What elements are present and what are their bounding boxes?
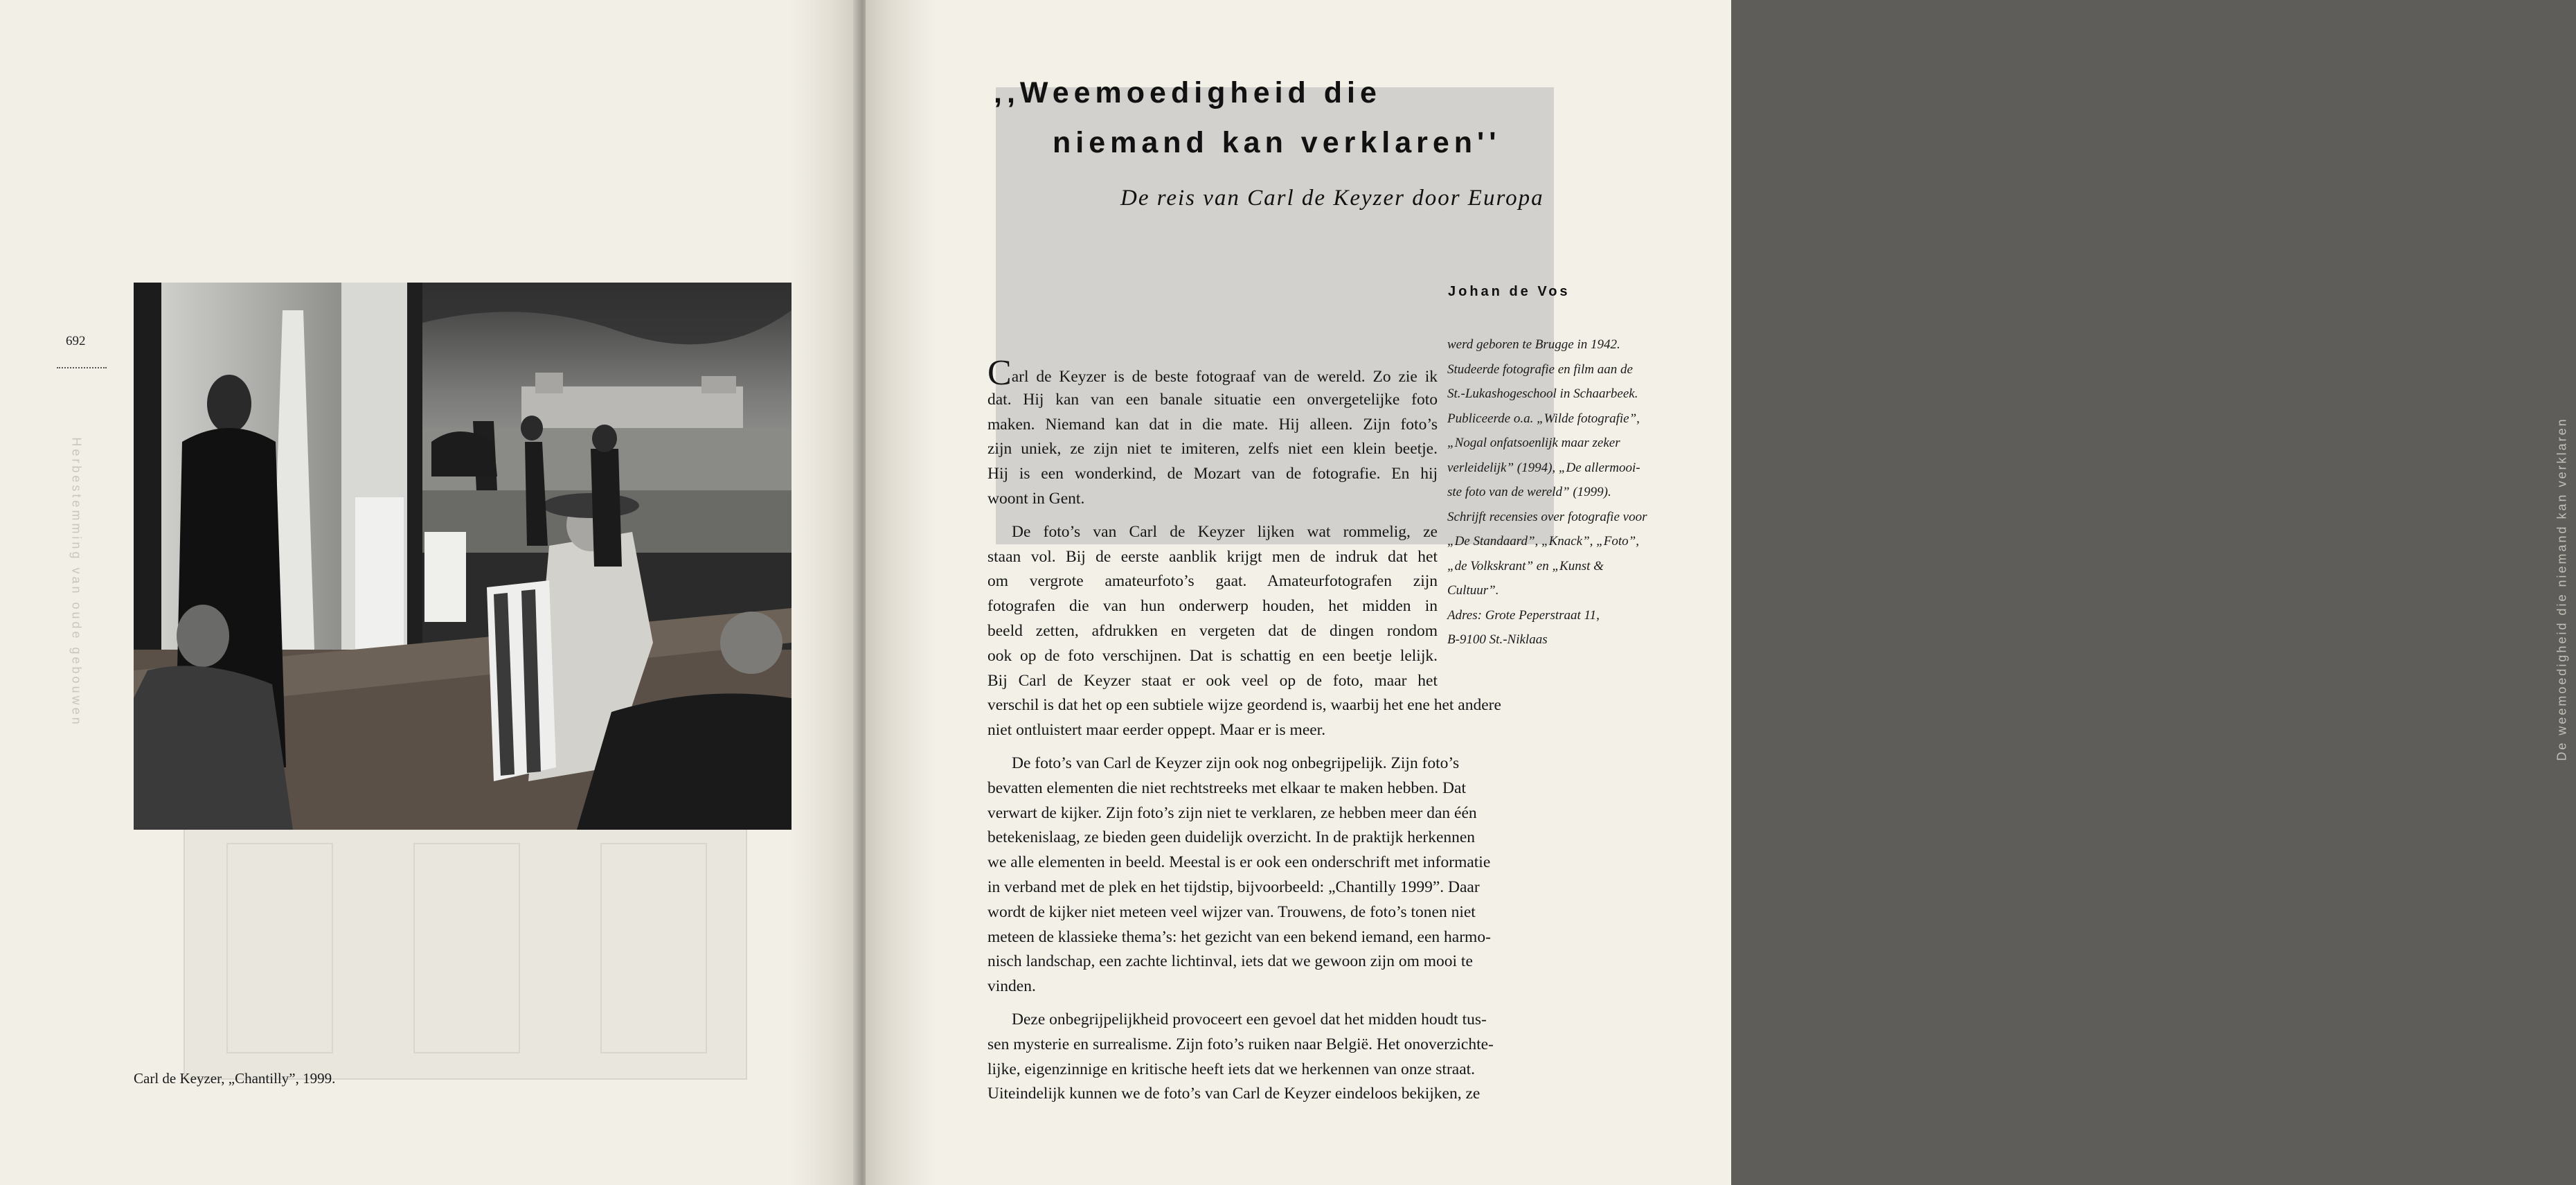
bio-line: ste foto van de wereld” (1999). bbox=[1447, 485, 1611, 499]
body-line: betekenislaag, ze bieden geen duidelijk overzicht. In de praktijk herkennen bbox=[987, 828, 1476, 847]
author-bio bbox=[1447, 332, 1662, 652]
body-line: vinden. bbox=[987, 977, 1036, 996]
body-line bbox=[987, 353, 1438, 393]
running-head-right bbox=[2548, 374, 2576, 817]
body-line: niet ontluistert maar eerder oppept. Maar er is meer. bbox=[987, 721, 1326, 740]
photograph-chantilly bbox=[134, 283, 791, 830]
left-page bbox=[0, 0, 859, 1185]
body-line: wordt de kijker niet meteen veel wijzer van. Trouwens, de foto’s tonen niet bbox=[987, 902, 1476, 921]
bio-line: St.-Lukashogeschool in Schaarbeek. bbox=[1447, 386, 1638, 401]
body-line: maken. Niemand kan dat in die mate. Hij alleen. Zijn foto’s bbox=[987, 415, 1438, 434]
paragraph-gap bbox=[987, 512, 1438, 520]
show-through-photo bbox=[184, 821, 747, 1080]
body-line: bevatten elementen die niet rechtstreeks met elkaar te maken hebben. Dat bbox=[987, 778, 1466, 797]
body-line: De foto’s van Carl de Keyzer zijn ook nog onbegrijpelijk. Zijn foto’s bbox=[1012, 754, 1460, 772]
running-head-right-text: De weemoedigheid die niemand kan verklaren bbox=[2555, 417, 2569, 761]
bio-line: Cultuur”. bbox=[1447, 583, 1499, 598]
body-line: woont in Gent. bbox=[987, 489, 1085, 508]
bio-line: Schrijft recensies over fotografie voor bbox=[1447, 509, 1647, 524]
drop-cap: C bbox=[987, 353, 1012, 393]
bio-line: Publiceerde o.a. „Wilde fotografie”, bbox=[1447, 411, 1640, 426]
bio-line: Adres: Grote Peperstraat 11, bbox=[1447, 607, 1600, 623]
bio-line: „de Volkskrant” en „Kunst & bbox=[1447, 558, 1604, 573]
body-line: in verband met de plek en het tijdstip, bijvoorbeeld: „Chantilly 1999”. Daar bbox=[987, 877, 1480, 896]
body-line: sen mysterie en surrealisme. Zijn foto’s ruiken naar België. Het onoverzichte- bbox=[987, 1035, 1494, 1053]
bio-line: werd geboren te Brugge in 1942. bbox=[1447, 337, 1620, 352]
paragraph-gap bbox=[987, 999, 1438, 1008]
body-line: fotografen die van hun onderwerp houden, het midden in bbox=[987, 597, 1438, 616]
article-title-line-2: niemand kan verklaren'' bbox=[1053, 126, 1501, 159]
body-line: Uiteindelijk kunnen we de foto’s van Carl de Keyzer eindeloos bekijken, ze bbox=[987, 1085, 1481, 1103]
folio-divider bbox=[57, 367, 107, 368]
article-subtitle: De reis van Carl de Keyzer door Europa bbox=[1120, 186, 1544, 211]
photo-caption: Carl de Keyzer, „Chantilly”, 1999. bbox=[134, 1070, 336, 1087]
article-title-line-1: ,,Weemoedigheid die bbox=[994, 76, 1381, 109]
bio-line: „De Standaard”, „Knack”, „Foto”, bbox=[1447, 534, 1639, 549]
body-line-text: arl de Keyzer is de beste fotograaf van de wereld. Zo zie ik bbox=[1011, 368, 1438, 386]
body-line: dat. Hij kan van een banale situatie een onvergetelijke foto bbox=[987, 390, 1438, 409]
body-line: staan vol. Bij de eerste aanblik krijgt men de indruk dat het bbox=[987, 547, 1438, 566]
body-line: verwart de kijker. Zijn foto’s zijn niet te verklaren, ze hebben meer dan één bbox=[987, 803, 1477, 822]
body-line: Hij is een wonderkind, de Mozart van de fotografie. En hij bbox=[987, 465, 1438, 483]
bio-line: B-9100 St.-Niklaas bbox=[1447, 632, 1548, 647]
bio-line: verleidelijk” (1994), „De allermooi- bbox=[1447, 460, 1640, 475]
body-line: we alle elementen in beeld. Meestal is er ook een onderschrift met informatie bbox=[987, 853, 1491, 872]
body-line: zijn uniek, ze zijn niet te imiteren, zelfs niet een klein beetje. bbox=[987, 440, 1438, 458]
body-line: De foto’s van Carl de Keyzer lijken wat rommelig, ze bbox=[1012, 522, 1438, 541]
body-line: lijke, eigenzinnige en kritische heeft iets dat we herkennen van onze straat. bbox=[987, 1060, 1476, 1078]
bio-line: „Nogal onfatsoenlijk maar zeker bbox=[1447, 436, 1620, 450]
body-line: beeld zetten, afdrukken en vergeten dat de dingen rondom bbox=[987, 621, 1438, 640]
body-line: om vergrote amateurfoto’s gaat. Amateurfotografen zijn bbox=[987, 572, 1438, 591]
body-line: ook op de foto verschijnen. Dat is schattig en een beetje lelijk. bbox=[987, 646, 1438, 665]
body-line: nisch landschap, een zachte lichtinval, iets dat we gewoon zijn om mooi te bbox=[987, 952, 1473, 971]
body-line: Bij Carl de Keyzer staat er ook veel op de foto, maar het bbox=[987, 671, 1438, 690]
running-head-left-text: Herbestemming van oude gebouwen bbox=[69, 437, 84, 727]
page-number: 692 bbox=[66, 334, 86, 348]
body-line: meteen de klassieke thema’s: het gezicht van een bekend iemand, een harmo- bbox=[987, 927, 1491, 946]
body-line: verschil is dat het op een subtiele wijze geordend is, waarbij het ene het andere bbox=[987, 696, 1501, 715]
bio-line: Studeerde fotografie en film aan de bbox=[1447, 362, 1633, 377]
running-head-left bbox=[62, 388, 90, 776]
author-name: Johan de Vos bbox=[1448, 284, 1571, 299]
paragraph-gap bbox=[987, 743, 1438, 751]
body-line: Deze onbegrijpelijkheid provoceert een gevoel dat het midden houdt tus- bbox=[1012, 1010, 1487, 1028]
